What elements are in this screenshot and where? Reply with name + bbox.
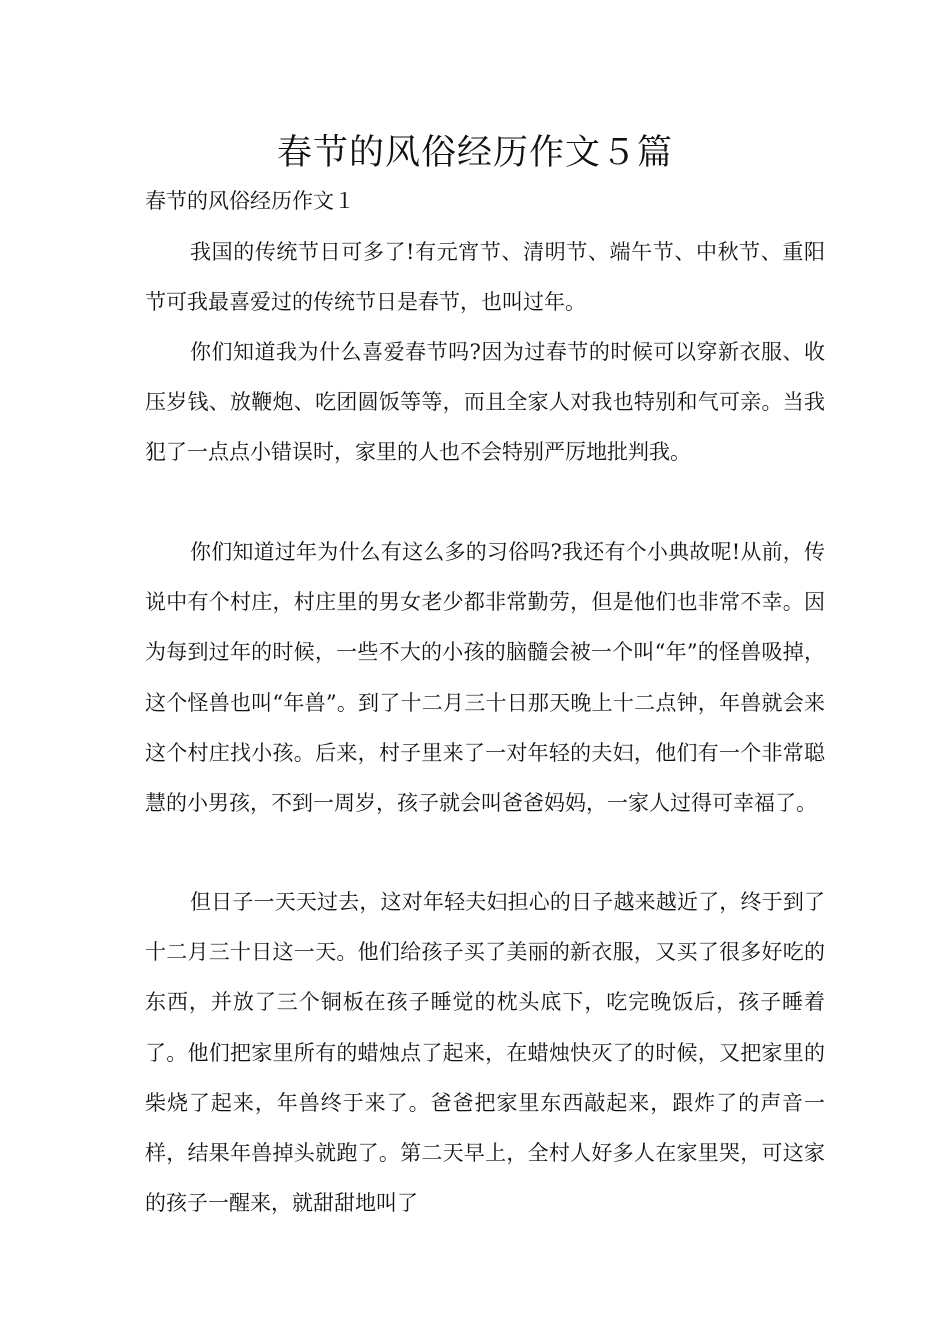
paragraph-3: 你们知道过年为什么有这么多的习俗吗?我还有个小典故呢!从前，传说中有个村庄，村庄里的男女老少都非常勤劳，但是他们也非常不幸。因为每到过年的时候，一些不大的小孩的脑髓会被一个叫“年”的怪兽吸掉，这个怪兽也叫“年兽”。到了十二月三十日那天晚上十二点钟，年兽就会来这个村庄找小孩。后来，村子里来了一对年轻的夫妇，他们有一个非常聪慧的小男孩，不到一周岁，孩子就会叫爸爸妈妈，一家人过得可幸福了。 (145, 540, 825, 816)
paragraph-2: 你们知道我为什么喜爱春节吗?因为过春节的时候可以穿新衣服、收压岁钱、放鞭炮、吃团圆饭等等，而且全家人对我也特别和气可亲。当我犯了一点点小错误时，家里的人也不会特别严厉地批判我。 (145, 340, 825, 465)
document-title: 春节的风俗经历作文５篇 (276, 133, 673, 173)
essay-subtitle: 春节的风俗经历作文１ (145, 189, 355, 213)
paragraph-1: 我国的传统节日可多了!有元宵节、清明节、端午节、中秋节、重阳节可我最喜爱过的传统节日是春节，也叫过年。 (145, 240, 825, 315)
paragraph-4: 但日子一天天过去，这对年轻夫妇担心的日子越来越近了，终于到了十二月三十日这一天。他们给孩子买了美丽的新衣服，又买了很多好吃的东西，并放了三个铜板在孩子睡觉的枕头底下，吃完晚饭后，孩子睡着了。他们把家里所有的蜡烛点了起来，在蜡烛快灭了的时候，又把家里的柴烧了起来，年兽终于来了。爸爸把家里东西敲起来，跟炸了的声音一样，结果年兽掉头就跑了。第二天早上，全村人好多人在家里哭，可这家的孩子一醒来，就甜甜地叫了 (145, 890, 825, 1216)
